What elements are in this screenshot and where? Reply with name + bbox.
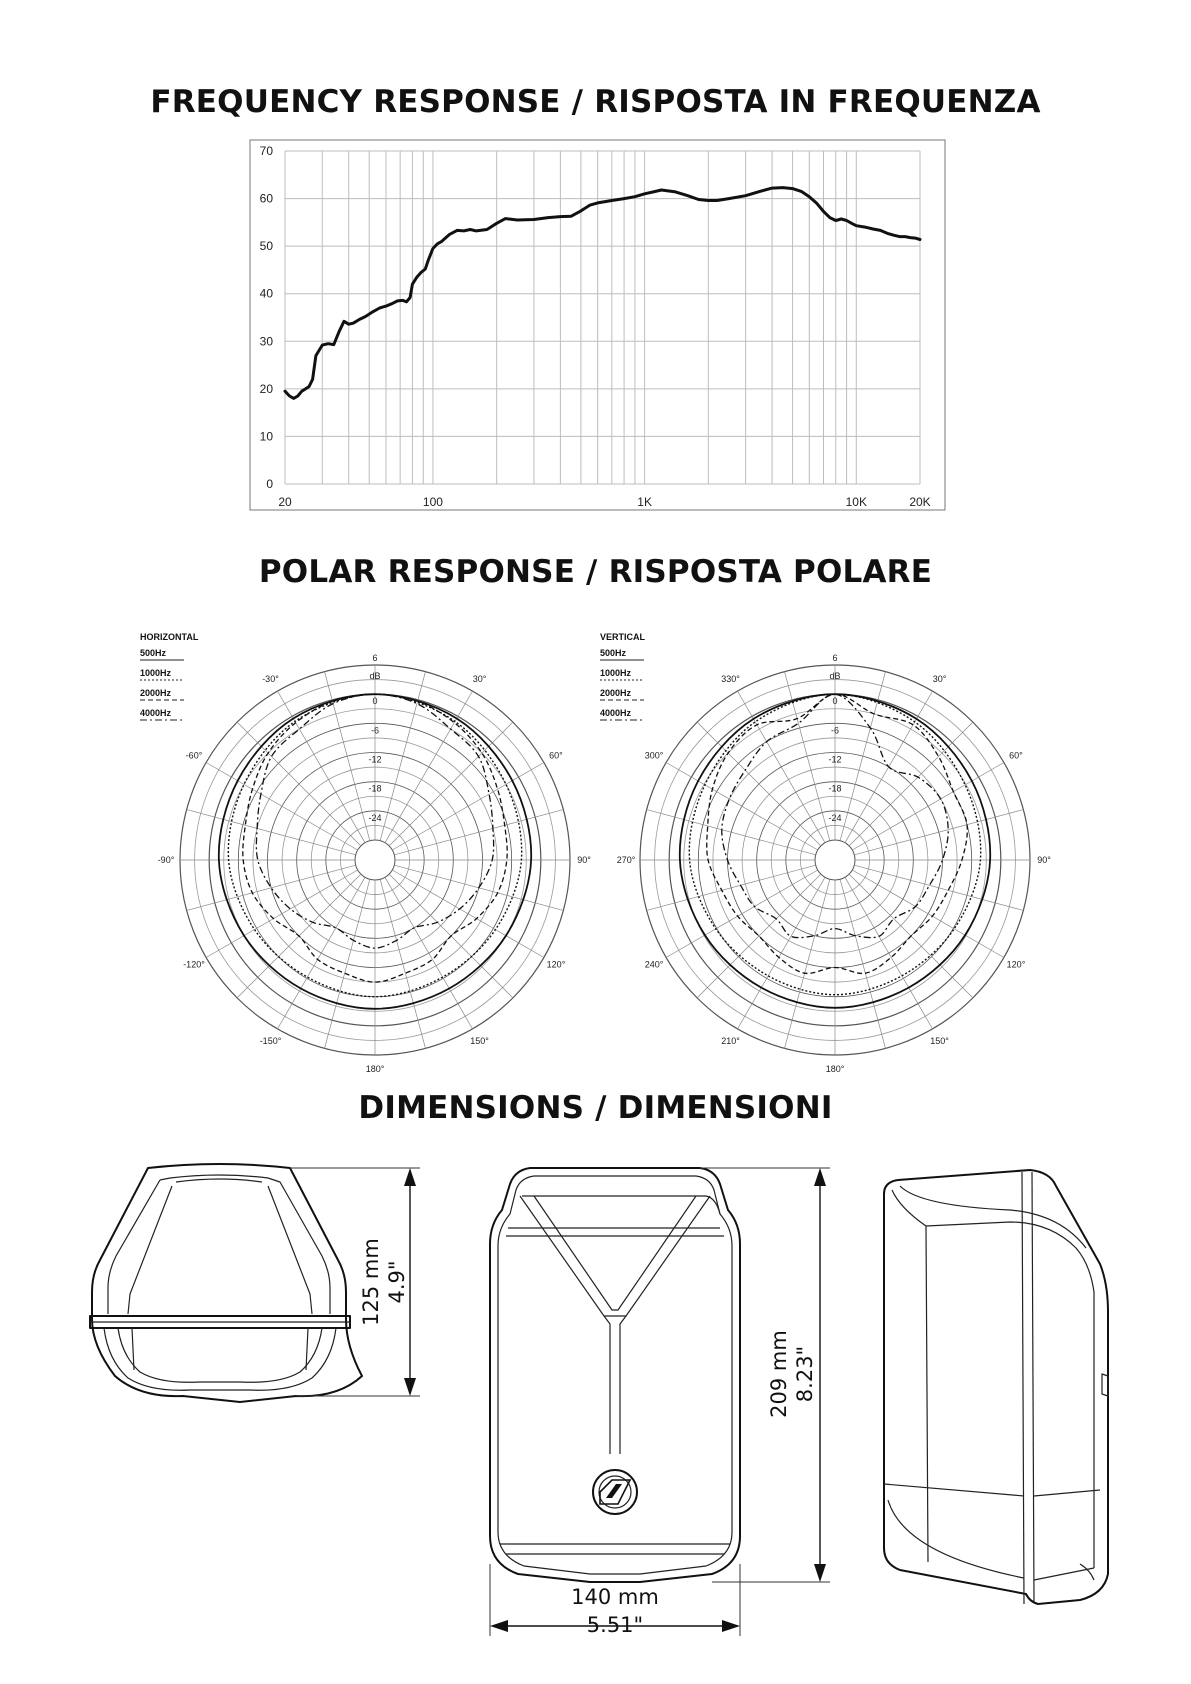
x-tick-label: 1K xyxy=(637,495,652,509)
frequency-response-title: FREQUENCY RESPONSE / RISPOSTA IN FREQUENZA xyxy=(150,84,1041,120)
polar-radial-label: 0 xyxy=(832,696,838,707)
x-axis-tick-labels xyxy=(278,495,930,509)
polar-radial-label: 6 xyxy=(832,653,838,663)
legend-label: 1000Hz xyxy=(600,668,632,678)
polar-angle-label: 240° xyxy=(644,959,664,970)
polar-spoke xyxy=(697,874,821,998)
polar-plot-title: VERTICAL xyxy=(600,632,645,642)
polar-radial-label: -24 xyxy=(828,812,842,823)
width-inch-label: 5.51" xyxy=(586,1613,644,1637)
polar-spoke xyxy=(385,691,473,843)
dimension-drawings xyxy=(0,1124,1191,1684)
y-tick-label: 0 xyxy=(266,477,273,491)
polar-spoke xyxy=(206,763,358,851)
polar-angle-label: 90° xyxy=(577,855,591,865)
top-view-drawing xyxy=(90,1164,362,1402)
polar-spoke xyxy=(237,722,361,846)
polar-angle-label: 60° xyxy=(549,750,563,761)
polar-angle-label: -30° xyxy=(262,674,279,685)
width-mm-label: 140 mm xyxy=(571,1585,659,1609)
polar-unit-label: dB xyxy=(369,671,381,681)
x-tick-label: 10K xyxy=(845,495,867,509)
polar-radial-label: -18 xyxy=(828,783,842,794)
polar-center xyxy=(355,840,395,880)
polar-angle-label: 120° xyxy=(1006,959,1026,970)
polar-angle-label: 270° xyxy=(616,855,636,865)
side-view-drawing xyxy=(884,1170,1108,1604)
depth-inch-label: 4.9" xyxy=(385,1260,409,1304)
front-view-drawing xyxy=(490,1168,740,1582)
y-tick-label: 20 xyxy=(259,381,273,396)
height-inch-label: 8.23" xyxy=(793,1345,817,1403)
polar-unit-label: dB xyxy=(829,671,841,681)
polar-spoke xyxy=(852,763,1004,851)
frequency-response-line xyxy=(285,188,920,399)
y-tick-label: 40 xyxy=(259,286,273,301)
depth-mm-label: 125 mm xyxy=(359,1238,383,1326)
legend-label: 1000Hz xyxy=(140,668,172,678)
x-tick-label: 20 xyxy=(278,495,292,509)
y-tick-label: 10 xyxy=(259,429,273,444)
polar-angle-label: 180° xyxy=(825,1064,845,1074)
polar-angle-label: 330° xyxy=(721,674,740,685)
polar-radial-label: -6 xyxy=(830,725,840,736)
polar-angle-label: 210° xyxy=(721,1035,740,1046)
polar-angle-label: -90° xyxy=(157,855,175,865)
frequency-response-chart xyxy=(0,0,1191,560)
legend-label: 500Hz xyxy=(600,648,627,658)
polar-radial-label: -12 xyxy=(368,754,382,765)
polar-angle-label: 120° xyxy=(546,959,566,970)
polar-radial-label: 6 xyxy=(372,653,378,663)
polar-spoke xyxy=(849,722,973,846)
y-tick-label: 30 xyxy=(259,334,273,349)
polar-angle-label: -150° xyxy=(259,1035,282,1046)
polar-spoke xyxy=(738,691,826,843)
y-tick-label: 60 xyxy=(259,191,273,206)
polar-angle-label: 180° xyxy=(365,1064,385,1074)
polar-plot-vertical xyxy=(600,630,1120,1090)
polar-spoke xyxy=(392,870,544,958)
polar-angle-label: 30° xyxy=(472,674,487,685)
polar-response-title: POLAR RESPONSE / RISPOSTA POLARE xyxy=(258,554,933,590)
polar-angle-label: -60° xyxy=(185,750,203,761)
y-axis-tick-labels xyxy=(260,144,274,491)
polar-angle-label: 150° xyxy=(930,1035,949,1046)
polar-radial-label: -6 xyxy=(370,725,380,736)
height-mm-label: 209 mm xyxy=(767,1330,791,1418)
polar-spoke xyxy=(852,870,1004,958)
polar-spoke xyxy=(389,722,513,846)
polar-radial-label: -18 xyxy=(368,783,382,794)
legend-label: 4000Hz xyxy=(600,708,632,718)
polar-angle-label: -120° xyxy=(183,959,205,970)
polar-radial-label: -12 xyxy=(828,754,842,765)
polar-plot-title: HORIZONTAL xyxy=(140,632,199,642)
polar-spoke xyxy=(697,722,821,846)
polar-plot-horizontal xyxy=(140,630,660,1090)
polar-angle-label: 90° xyxy=(1037,855,1051,865)
polar-spoke xyxy=(392,763,544,851)
polar-center xyxy=(815,840,855,880)
polar-spoke xyxy=(206,870,358,958)
polar-angle-label: 30° xyxy=(932,674,947,685)
polar-radial-label: 0 xyxy=(372,696,378,707)
y-tick-label: 70 xyxy=(259,144,273,158)
legend-label: 2000Hz xyxy=(600,688,632,698)
legend-label: 4000Hz xyxy=(140,708,172,718)
x-tick-label: 100 xyxy=(422,495,443,509)
polar-radial-label: -24 xyxy=(368,812,382,823)
polar-angle-label: 300° xyxy=(644,750,664,761)
polar-angle-label: 60° xyxy=(1009,750,1023,761)
legend-label: 500Hz xyxy=(140,648,167,658)
polar-spoke xyxy=(278,691,366,843)
x-tick-label: 20K xyxy=(909,495,931,509)
polar-angle-label: 150° xyxy=(470,1035,489,1046)
dimensions-title: DIMENSIONS / DIMENSIONI xyxy=(358,1090,833,1126)
polar-spoke xyxy=(666,870,818,958)
legend-label: 2000Hz xyxy=(140,688,172,698)
y-tick-label: 50 xyxy=(259,239,273,254)
